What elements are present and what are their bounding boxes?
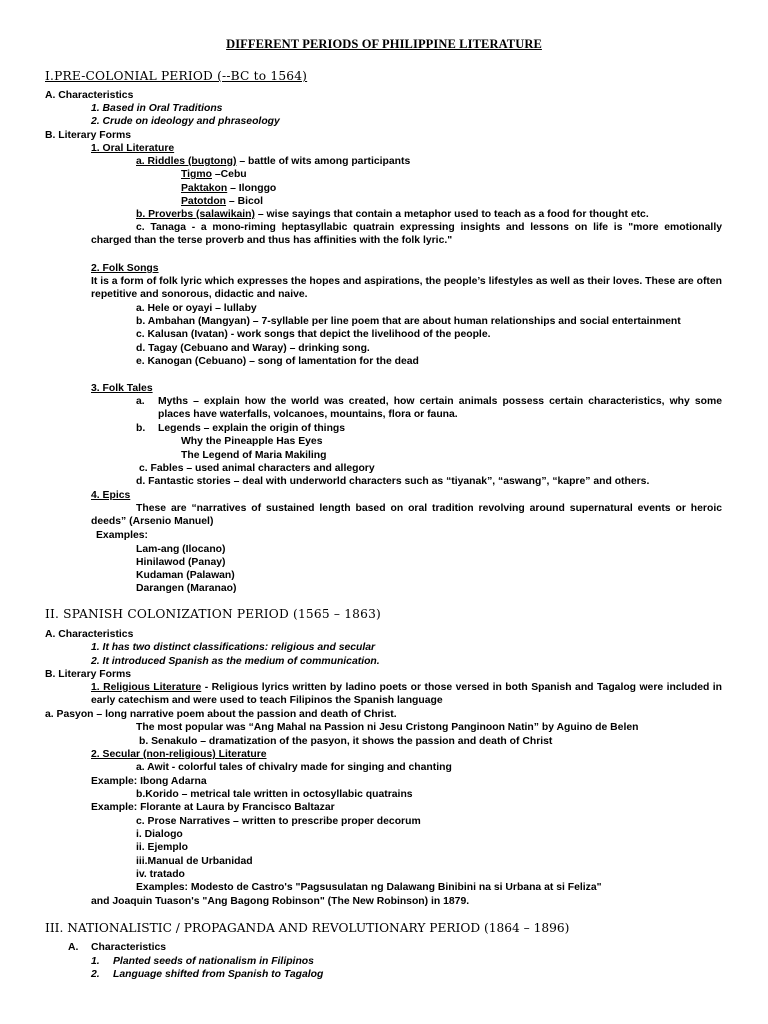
senakulo-line: b. Senakulo – dramatization of the pasyon, it shows the passion and death of Christ xyxy=(139,736,553,747)
pasyon-popular-line: The most popular was “Ang Mahal na Passion ni Jesu Cristong Panginoon Natin” by Aguino de Belen xyxy=(136,722,639,733)
list-marker: 2. xyxy=(91,969,100,980)
riddle-term-row: Patotdon – Bicol xyxy=(181,196,263,207)
riddle-term: Tigmo xyxy=(181,169,212,180)
folk-song-item: b. Ambahan (Mangyan) – 7-syllable per line poem that are about human relationships and social entertainment xyxy=(136,316,681,327)
folk-songs-heading: 2. Folk Songs xyxy=(91,263,159,274)
characteristic-item: Planted seeds of nationalism in Filipinos xyxy=(113,956,314,967)
tanaga-paragraph: c. Tanaga - a mono-riming heptasyllabic quatrain expressing insights and lessons on life is "more emotionally charged than the terse proverb and thus has affinities with the folk lyric." xyxy=(91,222,722,247)
epic-example: Lam-ang (Ilocano) xyxy=(136,544,226,555)
section-heading-pre-colonial: I.PRE-COLONIAL PERIOD (--BC to 1564) xyxy=(45,69,308,83)
epic-example: Kudaman (Palawan) xyxy=(136,570,235,581)
riddle-place: Cebu xyxy=(220,169,247,180)
riddle-place: Ilonggo xyxy=(238,183,277,194)
prose-narratives-line: c. Prose Narratives – written to prescribe proper decorum xyxy=(136,816,421,827)
list-marker: 1. xyxy=(91,956,100,967)
fantastic-stories-line: d. Fantastic stories – deal with underworld characters such as “tiyanak”, “aswang”, “kapre” and others. xyxy=(136,476,650,487)
proverbs-line xyxy=(136,208,649,221)
riddles-line xyxy=(136,155,410,168)
secular-literature-heading: 2. Secular (non-religious) Literature xyxy=(91,749,267,760)
examples-label: Examples: xyxy=(96,530,148,541)
prose-item: iv. tratado xyxy=(136,869,185,880)
epic-example: Darangen (Maranao) xyxy=(136,583,237,594)
myths-paragraph: Myths – explain how the world was created, how certain animals possess certain characteristics, why some places have waterfalls, volcanoes, mountains, flora or fauna. xyxy=(158,396,722,421)
list-marker: a. xyxy=(136,396,145,407)
pasyon-line: a. Pasyon – long narrative poem about the passion and death of Christ. xyxy=(45,709,397,720)
prose-examples-line: and Joaquin Tuason's "Ang Bagong Robinson" (The New Robinson) in 1879. xyxy=(91,896,470,907)
folk-tales-heading: 3. Folk Tales xyxy=(91,383,153,394)
characteristic-item: Language shifted from Spanish to Tagalog xyxy=(113,969,324,980)
legend-example: The Legend of Maria Makiling xyxy=(181,450,327,461)
document-title: DIFFERENT PERIODS OF PHILIPPINE LITERATURE xyxy=(226,37,542,51)
literary-forms-label: B. Literary Forms xyxy=(45,669,132,680)
prose-item: ii. Ejemplo xyxy=(136,842,188,853)
prose-item: iii.Manual de Urbanidad xyxy=(136,856,253,867)
list-marker: b. xyxy=(136,423,146,434)
characteristic-item: 2. Crude on ideology and phraseology xyxy=(91,116,280,127)
folk-songs-description: It is a form of folk lyric which expresses the hopes and aspirations, the people’s lifestyles as well as their loves. These are often repetitive and sonorous, didactic and naive. xyxy=(91,276,722,301)
korido-line: b.Korido – metrical tale written in octosyllabic quatrains xyxy=(136,789,413,800)
epics-heading: 4. Epics xyxy=(91,490,131,501)
epics-description: These are “narratives of sustained length based on oral tradition revolving around supernatural events or heroic deeds” (Arsenio Manuel) xyxy=(91,503,722,528)
proverbs-term: b. Proverbs (salawikain) xyxy=(136,209,255,220)
folk-song-item: a. Hele or oyayi – lullaby xyxy=(136,303,257,314)
section-heading-spanish: II. SPANISH COLONIZATION PERIOD (1565 – 1863) xyxy=(45,607,382,621)
list-marker: A. xyxy=(68,942,79,953)
riddle-term: Paktakon xyxy=(181,183,228,194)
characteristics-label: A. Characteristics xyxy=(45,629,134,640)
folk-song-item: c. Kalusan (Ivatan) - work songs that depict the livelihood of the people. xyxy=(136,329,491,340)
section-heading-nationalistic: III. NATIONALISTIC / PROPAGANDA AND REVOLUTIONARY PERIOD (1864 – 1896) xyxy=(45,921,570,935)
religious-literature-paragraph xyxy=(91,681,722,708)
riddle-term-row: Tigmo –Cebu xyxy=(181,169,247,180)
oral-literature-heading: 1. Oral Literature xyxy=(91,143,175,154)
proverbs-desc: – wise sayings that contain a metaphor used to teach as a food for thought etc. xyxy=(254,209,649,220)
prose-item: i. Dialogo xyxy=(136,829,183,840)
religious-literature-term: 1. Religious Literature xyxy=(91,682,202,693)
legends-line: Legends – explain the origin of things xyxy=(158,423,346,434)
riddle-term: Patotdon xyxy=(181,196,227,207)
characteristic-item: 1. It has two distinct classifications: religious and secular xyxy=(91,642,376,653)
riddle-place: Bicol xyxy=(237,196,263,207)
characteristic-item: 1. Based in Oral Traditions xyxy=(91,103,223,114)
epic-example: Hinilawod (Panay) xyxy=(136,557,226,568)
korido-example: Example: Florante at Laura by Francisco Baltazar xyxy=(91,802,335,813)
riddles-term: a. Riddles (bugtong) xyxy=(136,156,237,167)
prose-examples-line: Examples: Modesto de Castro's "Pagsusulatan ng Dalawang Binibini na si Urbana at si Feliza" xyxy=(136,882,602,893)
characteristic-item: 2. It introduced Spanish as the medium of communication. xyxy=(91,656,380,667)
legend-example: Why the Pineapple Has Eyes xyxy=(181,436,323,447)
characteristics-label: Characteristics xyxy=(91,942,167,953)
folk-song-item: e. Kanogan (Cebuano) – song of lamentation for the dead xyxy=(136,356,419,367)
characteristics-label: A. Characteristics xyxy=(45,90,134,101)
literary-forms-label: B. Literary Forms xyxy=(45,130,132,141)
folk-song-item: d. Tagay (Cebuano and Waray) – drinking song. xyxy=(136,343,370,354)
awit-example: Example: Ibong Adarna xyxy=(91,776,207,787)
religious-literature-desc: - Religious lyrics written by ladino poets or those versed in both Spanish and Tagalog were included in early catechism and were used to teach Filipinos the Spanish language xyxy=(91,682,722,707)
fables-line: c. Fables – used animal characters and allegory xyxy=(139,463,375,474)
riddle-term-row: Paktakon – Ilonggo xyxy=(181,183,277,194)
riddles-desc: – battle of wits among participants xyxy=(236,156,411,167)
awit-line: a. Awit - colorful tales of chivalry made for singing and chanting xyxy=(136,762,452,773)
